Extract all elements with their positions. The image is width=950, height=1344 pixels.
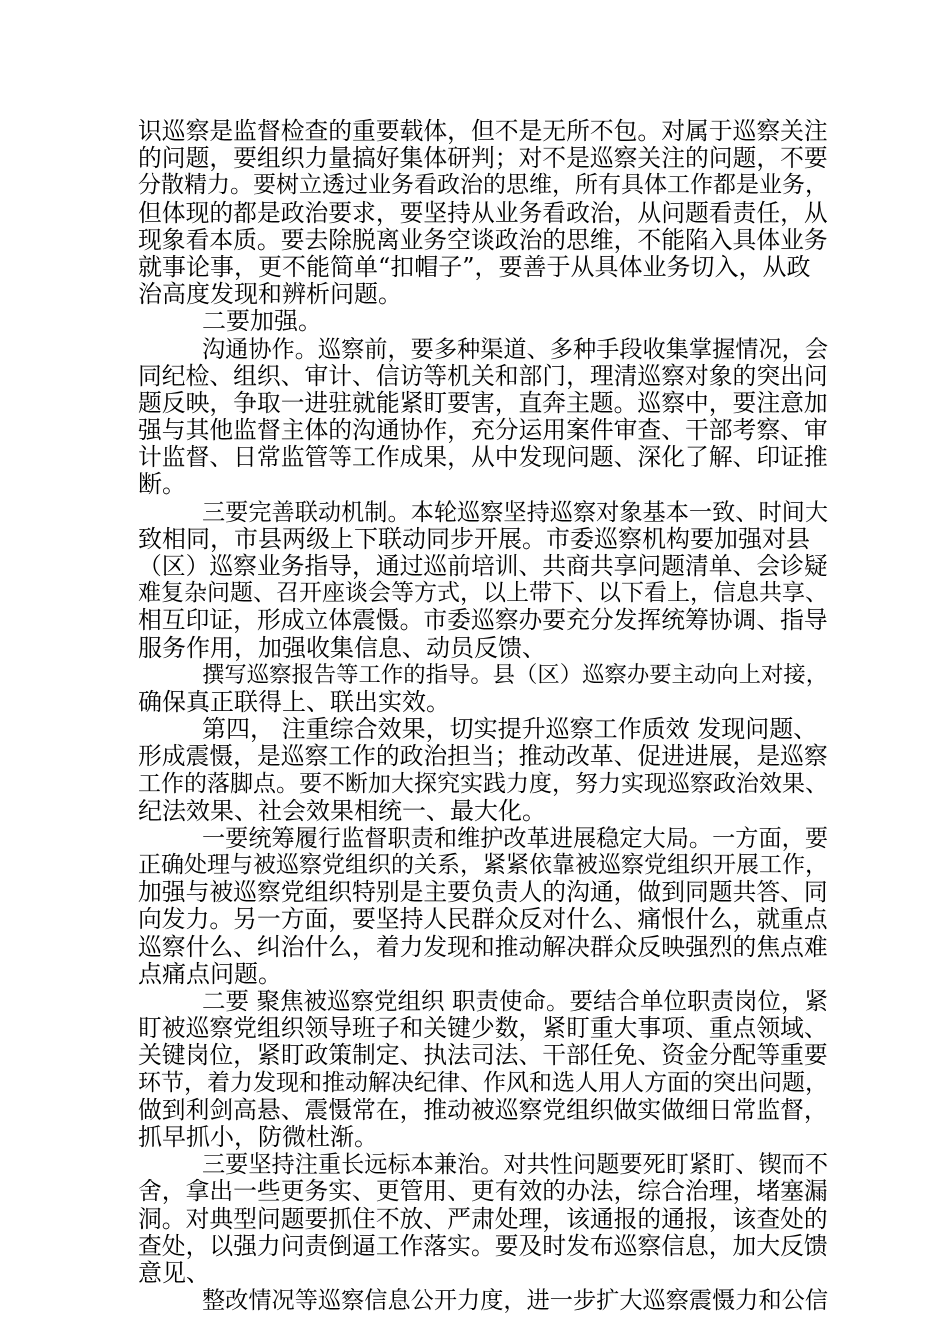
text-line: 巡察什么、纠治什么，着力发现和推动解决群众反映强烈的焦点难 (138, 932, 828, 961)
text-line: 做到利剑高悬、震慑常在，推动被巡察党组织做实做细日常监督， (138, 1095, 828, 1124)
text-line: 纪法效果、社会效果相统一、最大化。 (138, 796, 546, 825)
text-line: （区）巡察业务指导，通过巡前培训、共商共享问题清单、会诊疑 (138, 552, 828, 580)
text-line: 关键岗位，紧盯政策制定、执法司法、干部任免、资金分配等重要 (138, 1041, 828, 1070)
text-line: 一要统筹履行监督职责和维护改革进展稳定大局。一方面，要 (202, 824, 829, 852)
text-line: 向发力。另一方面，要坚持人民群众反对什么、痛恨什么，就重点 (138, 905, 828, 934)
text-line: 识巡察是监督检查的重要载体，但不是无所不包。对属于巡察关注 (138, 117, 828, 145)
text-line: 强与其他监督主体的沟通协作，充分运用案件审查、干部考察、审 (138, 416, 828, 445)
document-body (138, 118, 828, 1314)
text-line: 题反映，争取一进驻就能紧盯要害，直奔主题。巡察中，要注意加 (138, 388, 828, 417)
text-line: 治高度发现和辨析问题。 (138, 280, 402, 309)
text-line: 舍，拿出一些更务实、更管用、更有效的办法，综合治理，堵塞漏 (138, 1177, 828, 1206)
text-line: 现象看本质。要去除脱离业务空谈政治的思维，不能陷入具体业务 (138, 225, 828, 254)
text-line: 相互印证，形成立体震慑。市委巡察办要充分发挥统筹协调、指导 (138, 606, 828, 635)
text-line: 三要完善联动机制。本轮巡察坚持巡察对象基本一致、时间大 (202, 498, 829, 526)
text-line: 形成震慑，是巡察工作的政治担当；推动改革、促进进展，是巡察 (138, 742, 828, 771)
text-line: 点痛点问题。 (138, 959, 282, 988)
text-line: 沟通协作。巡察前，要多种渠道、多种手段收集掌握情况，会 (202, 335, 829, 363)
text-line: 确保真正联得上、联出实效。 (138, 687, 450, 716)
text-line: 但体现的都是政治要求，要坚持从业务看政治，从问题看责任，从 (138, 198, 828, 227)
text-line: 工作的落脚点。要不断加大探究实践力度，努力实现巡察政治效果、 (138, 770, 828, 797)
text-line: 三要坚持注重长远标本兼治。对共性问题要死盯紧盯、锲而不 (202, 1151, 829, 1179)
text-line: 服务作用，加强收集信息、动员反馈、 (138, 633, 546, 662)
text-line: 分散精力。要树立透过业务看政治的思维，所有具体工作都是业务， (138, 172, 828, 199)
text-line: 二要 聚焦被巡察党组织 职责使命。要结合单位职责岗位，紧 (202, 987, 828, 1015)
text-line: 抓早抓小，防微杜渐。 (138, 1122, 378, 1151)
text-line: 同纪检、组织、审计、信访等机关和部门，理清巡察对象的突出问 (138, 361, 828, 390)
text-line: 加强与被巡察党组织特别是主要负责人的沟通，做到同题共答、同 (138, 878, 828, 907)
text-line: 二要加强。 (202, 307, 322, 336)
text-line: 查处，以强力问责倒逼工作落实。要及时发布巡察信息，加大反馈 (138, 1231, 828, 1260)
text-line: 意见、 (138, 1258, 210, 1287)
text-line: 盯被巡察党组织领导班子和关键少数，紧盯重大事项、重点领域、 (138, 1014, 828, 1043)
text-line: 难复杂问题、召开座谈会等方式，以上带下、以下看上，信息共享、 (138, 580, 828, 607)
text-line: 计监督、日常监管等工作成果，从中发现问题、深化了解、印证推 (138, 443, 828, 472)
text-line: 环节，着力发现和推动解决纪律、作风和选人用人方面的突出问题， (138, 1069, 828, 1096)
text-line: 致相同，市县两级上下联动同步开展。市委巡察机构要加强对县 (138, 524, 810, 553)
text-line: 整改情况等巡察信息公开力度，进一步扩大巡察震慑力和公信 (202, 1287, 829, 1315)
text-line: 断。 (138, 470, 186, 499)
text-line: 洞。对典型问题要抓住不放、严肃处理，该通报的通报，该查处的 (138, 1204, 828, 1233)
text-line: 第四， 注重综合效果，切实提升巡察工作质效 发现问题、 (202, 715, 818, 744)
text-line: 正确处理与被巡察党组织的关系，紧紧依靠被巡察党组织开展工作， (138, 852, 828, 879)
text-line: 的问题，要组织力量搞好集体研判；对不是巡察关注的问题，不要 (138, 144, 828, 173)
text-line: 就事论事，更不能简单“扣帽子”，要善于从具体业务切入，从政 (138, 252, 811, 281)
text-line: 撰写巡察报告等工作的指导。县（区）巡察办要主动向上对接， (202, 661, 829, 688)
